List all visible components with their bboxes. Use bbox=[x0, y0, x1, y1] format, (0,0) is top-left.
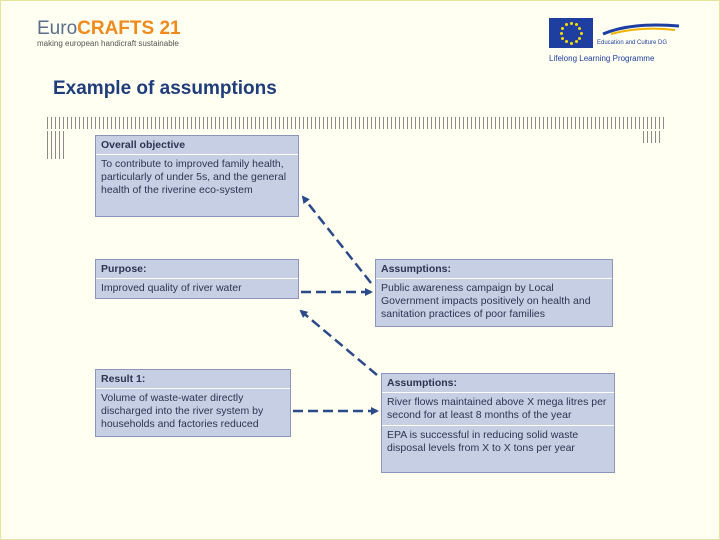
logo-euro: Euro bbox=[37, 18, 78, 39]
logo-crafts: CRAFTS 21 bbox=[77, 18, 181, 39]
education-culture-logo bbox=[597, 20, 689, 48]
purpose-heading: Purpose: bbox=[96, 260, 298, 279]
logo-tagline: making european handicraft sustainable bbox=[37, 39, 179, 48]
eu-llp-logo bbox=[549, 18, 689, 66]
education-swoosh-icon bbox=[601, 20, 681, 36]
assumptions-result-text-1: River flows maintained above X mega litres per second for at least 8 months of the year bbox=[387, 396, 607, 421]
arrow-assumptions-to-objective bbox=[303, 197, 371, 283]
eu-star-icon bbox=[575, 23, 578, 26]
eu-star-icon bbox=[560, 32, 563, 35]
assumptions-result-text-2: EPA is successful in reducing solid waste disposal levels from X to X tons per year bbox=[382, 425, 614, 458]
overall-objective-heading: Overall objective bbox=[96, 136, 298, 155]
logo-wordmark bbox=[37, 19, 181, 39]
education-culture-text: Education and Culture DG bbox=[597, 40, 668, 46]
eurocrafts-logo bbox=[37, 19, 181, 48]
assumptions-purpose-text: Public awareness campaign by Local Government impacts positively on health and sanitation practices of poor families bbox=[381, 282, 591, 320]
eu-star-icon bbox=[575, 40, 578, 43]
eu-star-icon bbox=[580, 32, 583, 35]
arrow-assumptions-to-purpose bbox=[301, 311, 377, 375]
eu-star-icon bbox=[565, 23, 568, 26]
eu-star-icon bbox=[570, 42, 573, 45]
purpose-text: Improved quality of river water bbox=[101, 282, 242, 294]
result-text: Volume of waste-water directly discharged into the river system by households and factories reduced bbox=[101, 392, 264, 430]
page-title: Example of assumptions bbox=[53, 78, 277, 99]
eu-flag-icon bbox=[549, 18, 593, 48]
eu-star-icon bbox=[578, 37, 581, 40]
eu-star-icon bbox=[578, 27, 581, 30]
result-heading: Result 1: bbox=[96, 370, 290, 389]
lifelong-learning-label: Lifelong Learning Programme bbox=[549, 54, 655, 63]
eu-star-icon bbox=[565, 40, 568, 43]
eu-star-icon bbox=[561, 27, 564, 30]
diagram-arrows bbox=[47, 117, 667, 487]
assumptions-result-heading: Assumptions: bbox=[382, 374, 614, 393]
assumptions-purpose-heading: Assumptions: bbox=[376, 260, 612, 279]
logframe-diagram bbox=[47, 117, 667, 487]
eu-star-icon bbox=[561, 37, 564, 40]
overall-objective-text: To contribute to improved family health, particularly of under 5s, and the general health of the riverine eco-system bbox=[101, 158, 287, 196]
eu-star-icon bbox=[570, 22, 573, 25]
